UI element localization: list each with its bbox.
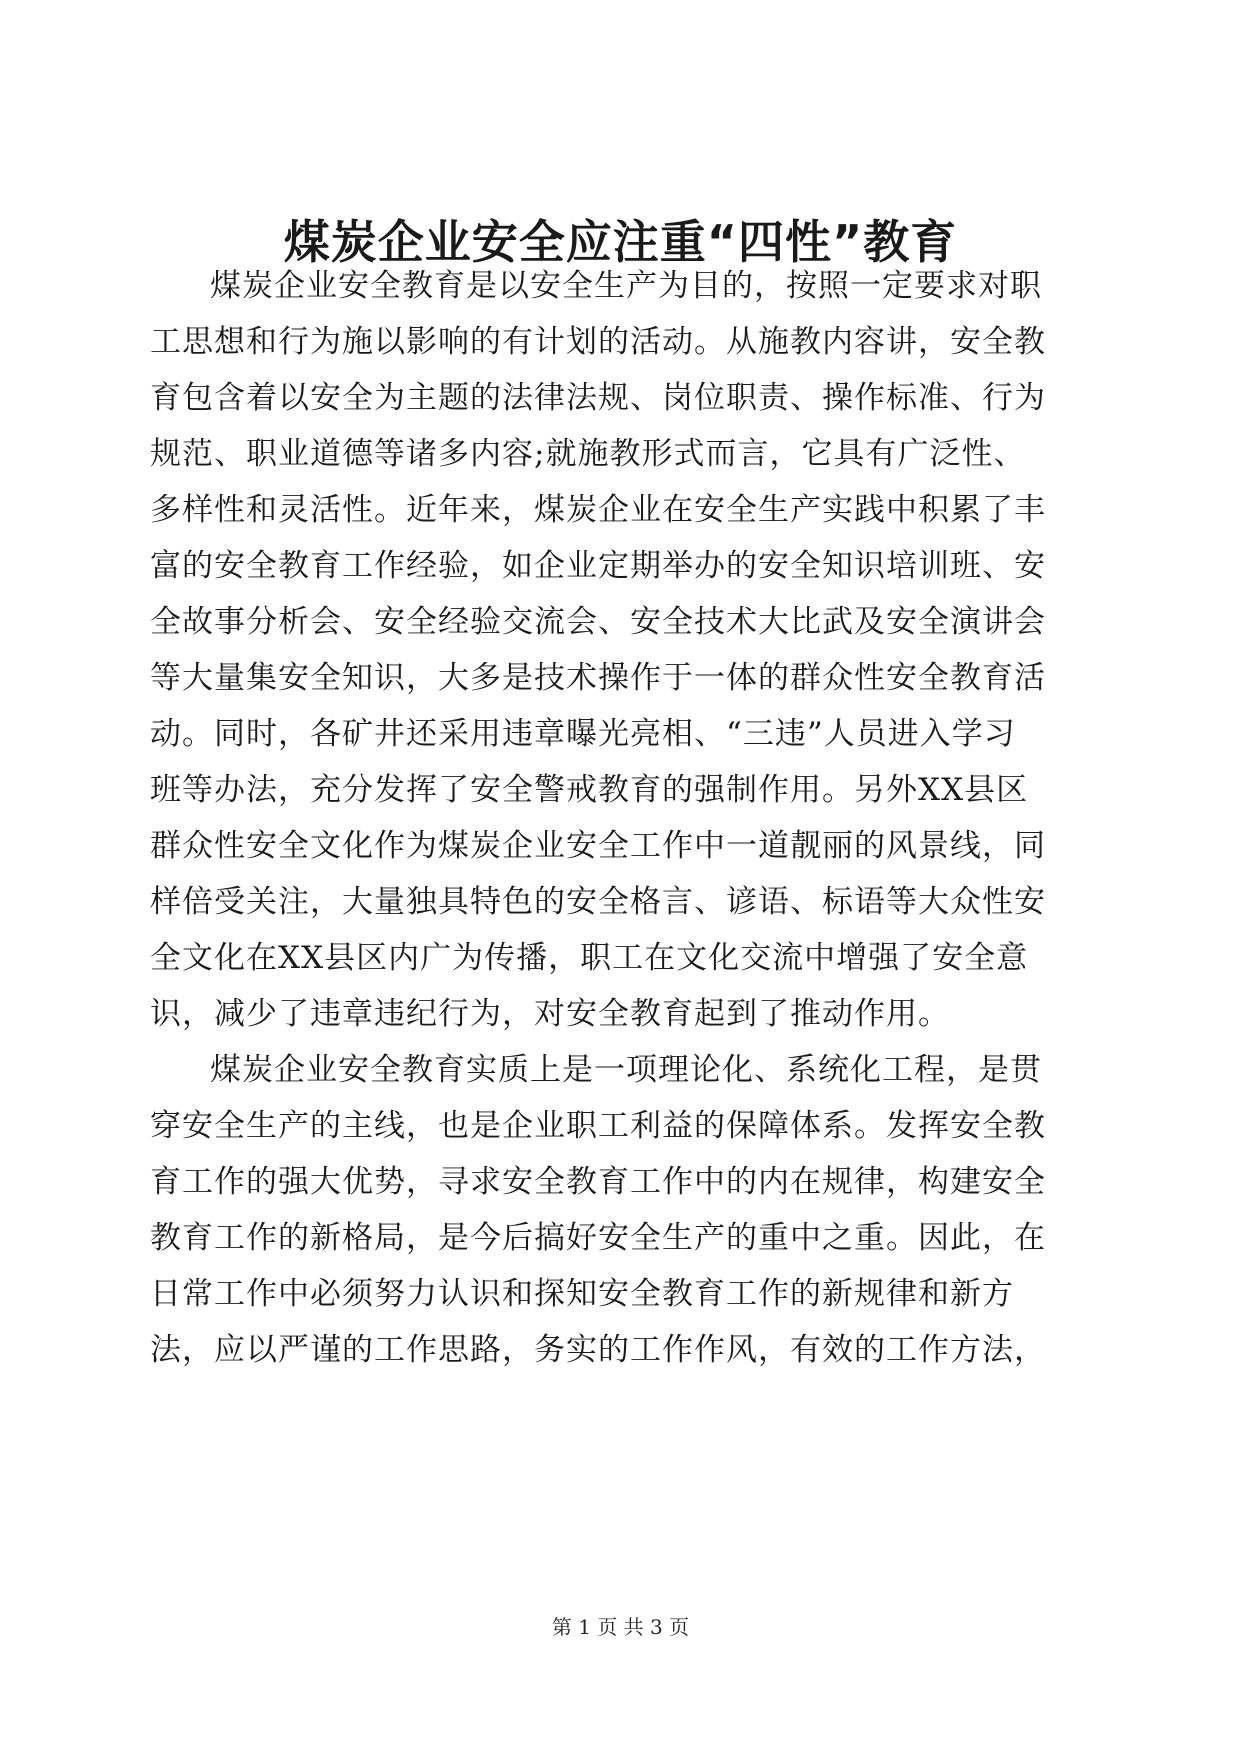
body-line: 识，减少了违章违纪行为，对安全教育起到了推动作用。 [150, 996, 950, 1032]
body-line: 班等办法，充分发挥了安全警戒教育的强制作用。另外XX县区 [150, 772, 1029, 808]
body-line: 煤炭企业安全教育实质上是一项理论化、系统化工程，是贯 [210, 1052, 1042, 1088]
document-title: 煤炭企业安全应注重“四性”教育 [283, 215, 958, 269]
body-line: 动。同时，各矿井还采用违章曝光亮相、“三违”人员进入学习 [150, 716, 1016, 752]
body-line: 煤炭企业安全教育是以安全生产为目的，按照一定要求对职 [210, 268, 1042, 304]
body-line: 富的安全教育工作经验，如企业定期举办的安全知识培训班、安 [150, 548, 1046, 584]
body-line: 工思想和行为施以影响的有计划的活动。从施教内容讲，安全教 [150, 324, 1046, 360]
page-number: 第 1 页 共 3 页 [551, 1615, 690, 1639]
body-line: 规范、职业道德等诸多内容;就施教形式而言，它具有广泛性、 [150, 436, 1026, 472]
body-line: 样倍受关注，大量独具特色的安全格言、谚语、标语等大众性安 [150, 884, 1046, 920]
body-line: 穿安全生产的主线，也是企业职工利益的保障体系。发挥安全教 [150, 1108, 1046, 1144]
body-line: 日常工作中必须努力认识和探知安全教育工作的新规律和新方 [150, 1276, 1014, 1312]
body-line: 育工作的强大优势，寻求安全教育工作中的内在规律，构建安全 [150, 1164, 1046, 1200]
body-line: 教育工作的新格局，是今后搞好安全生产的重中之重。因此，在 [150, 1220, 1046, 1256]
body-line: 多样性和灵活性。近年来，煤炭企业在安全生产实践中积累了丰 [150, 492, 1046, 528]
body-line: 全文化在XX县区内广为传播，职工在文化交流中增强了安全意 [150, 940, 1029, 976]
body-line: 群众性安全文化作为煤炭企业安全工作中一道靓丽的风景线，同 [150, 828, 1046, 864]
body-line: 育包含着以安全为主题的法律法规、岗位职责、操作标准、行为 [150, 380, 1046, 416]
body-line: 全故事分析会、安全经验交流会、安全技术大比武及安全演讲会 [150, 604, 1046, 640]
body-line: 等大量集安全知识，大多是技术操作于一体的群众性安全教育活 [150, 660, 1046, 696]
body-line: 法，应以严谨的工作思路，务实的工作作风，有效的工作方法， [150, 1332, 1046, 1368]
